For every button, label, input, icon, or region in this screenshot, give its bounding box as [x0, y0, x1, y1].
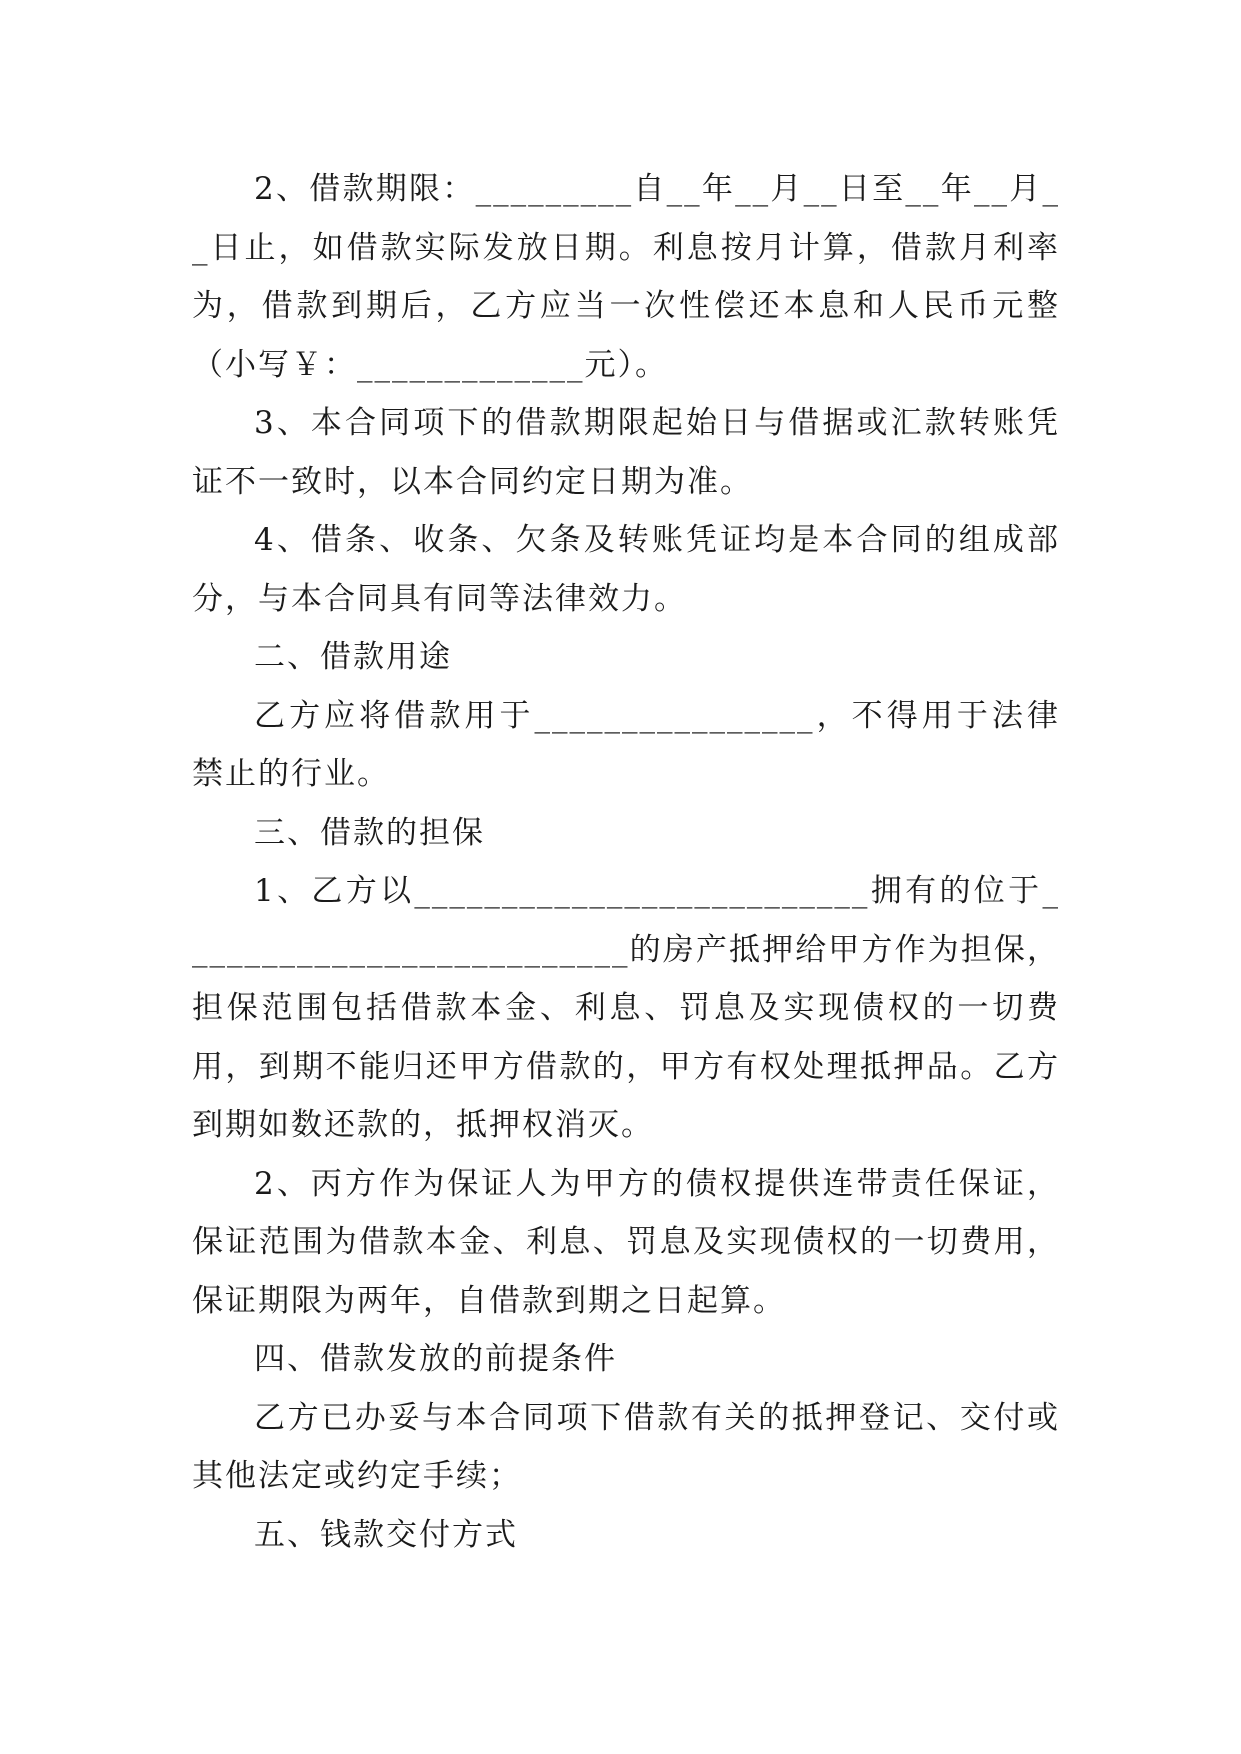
clause-conditions: 乙方已办妥与本合同项下借款有关的抵押登记、交付或其他法定或约定手续；: [192, 1399, 1060, 1494]
clause-purpose: 乙方应将借款用于________________，不得用于法律禁止的行业。: [192, 697, 1060, 792]
clause-mortgage: 1、乙方以__________________________拥有的位于__________________________的房产抵押给甲方作为担保，担保范围包括借款本金、利息、罚息及实现债权的一切费用，到期不能归还甲方借款的，甲方有权处理抵押品。乙方到期如数还款的，抵押权消灭。: [192, 873, 1060, 1143]
document-body: [192, 160, 1060, 1564]
clause-vouchers: 4、借条、收条、欠条及转账凭证均是本合同的组成部分，与本合同具有同等法律效力。: [192, 522, 1060, 617]
clause-loan-term: 2、借款期限：_________自__年__月__日至__年__月__日止，如借款实际发放日期。利息按月计算，借款月利率为，借款到期后，乙方应当一次性偿还本息和人民币元整（小写￥：_____________元）。: [192, 171, 1060, 383]
section-heading-guarantee: 三、借款的担保: [254, 814, 485, 851]
section-heading-payment: 五、钱款交付方式: [254, 1516, 518, 1553]
clause-start-date: 3、本合同项下的借款期限起始日与借据或汇款转账凭证不一致时，以本合同约定日期为准。: [192, 405, 1060, 500]
section-heading-purpose: 二、借款用途: [254, 639, 452, 675]
section-heading-conditions: 四、借款发放的前提条件: [254, 1341, 617, 1377]
clause-surety: 2、丙方作为保证人为甲方的债权提供连带责任保证，保证范围为借款本金、利息、罚息及实现债权的一切费用，保证期限为两年，自借款到期之日起算。: [192, 1165, 1060, 1319]
